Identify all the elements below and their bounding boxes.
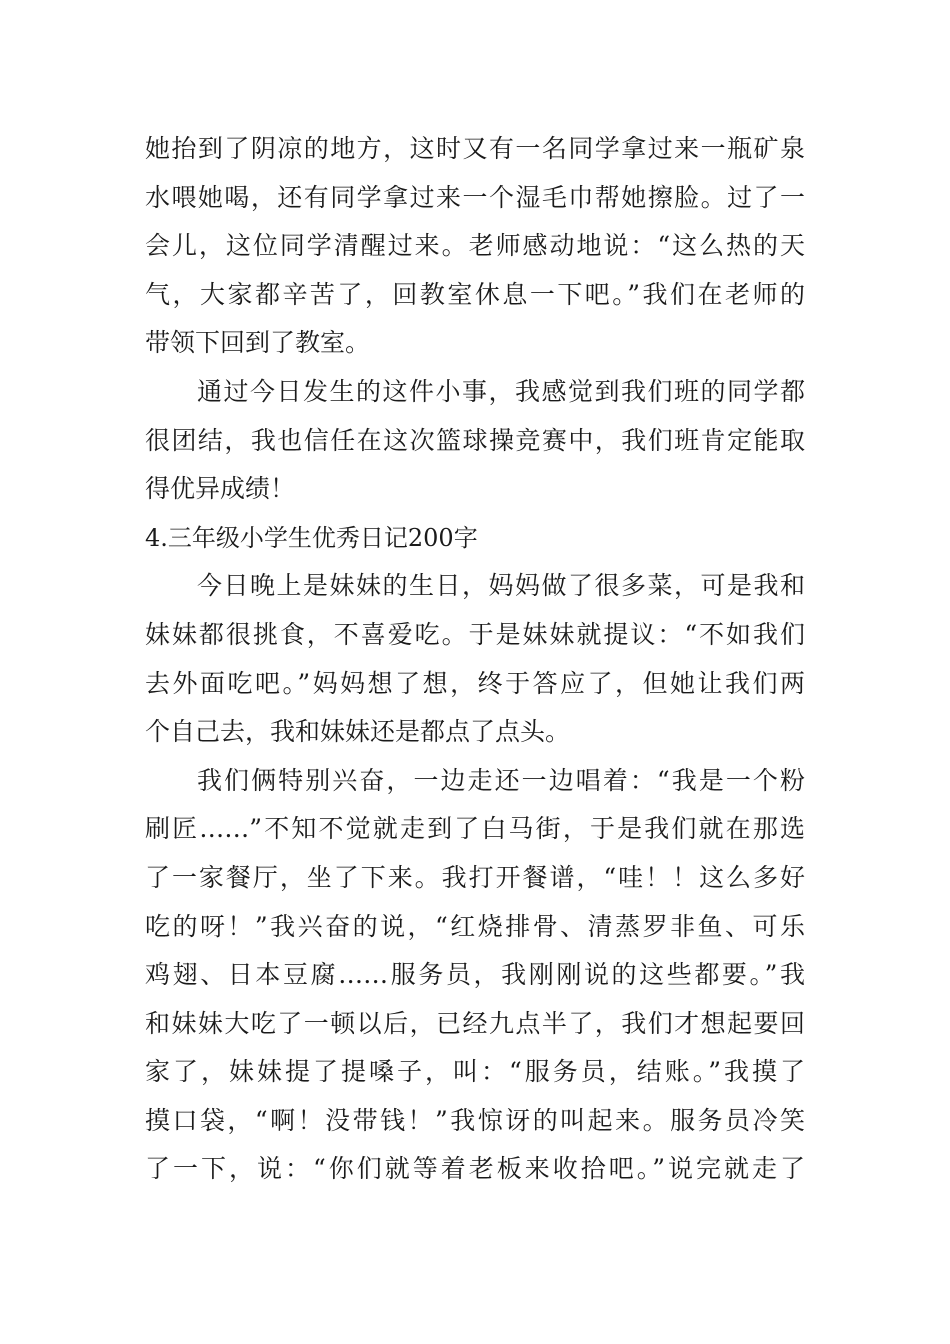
paragraph	[145, 757, 805, 1194]
text-line: 家了，妹妹提了提嗓子，叫：“服务员，结账。”我摸了	[145, 1057, 805, 1087]
text-line: 水喂她喝，还有同学拿过来一个湿毛巾帮她擦脸。过了一	[145, 182, 805, 212]
text-line: 很团结，我也信任在这次篮球操竞赛中，我们班肯定能取	[145, 425, 805, 455]
paragraph	[145, 562, 805, 756]
text-line: 鸡翅、日本豆腐……服务员，我刚刚说的这些都要。”我	[145, 960, 805, 990]
text-line: 摸口袋，“啊！没带钱！”我惊讶的叫起来。服务员冷笑	[145, 1105, 805, 1135]
text-line: 会儿，这位同学清醒过来。老师感动地说：“这么热的天	[145, 231, 805, 261]
text-line: 今日晚上是妹妹的生日，妈妈做了很多菜，可是我和	[197, 571, 805, 601]
text-line: 个自己去，我和妹妹还是都点了点头。	[145, 717, 571, 747]
text-line: 她抬到了阴凉的地方，这时又有一名同学拿过来一瓶矿泉	[145, 134, 805, 163]
text-line: 得优异成绩！	[145, 474, 296, 504]
heading-text: 4.三年级小学生优秀日记200字	[145, 523, 478, 552]
document-page	[145, 125, 805, 1194]
text-line: 了一家餐厅，坐了下来。我打开餐谱，“哇！！这么多好	[145, 862, 805, 892]
text-line: 我们俩特别兴奋，一边走还一边唱着：“我是一个粉	[197, 765, 805, 795]
text-line: 和妹妹大吃了一顿以后，已经九点半了，我们才想起要回	[145, 1008, 805, 1038]
text-line: 气，大家都辛苦了，回教室休息一下吧。”我们在老师的	[145, 279, 805, 309]
paragraph	[145, 125, 805, 368]
section-heading	[145, 514, 805, 563]
paragraph	[145, 368, 805, 514]
text-line: 吃的呀！”我兴奋的说，“红烧排骨、清蒸罗非鱼、可乐	[145, 911, 805, 941]
text-line: 去外面吃吧。”妈妈想了想，终于答应了，但她让我们两	[145, 668, 805, 698]
text-line: 妹妹都很挑食，不喜爱吃。于是妹妹就提议：“不如我们	[145, 619, 805, 649]
text-line: 刷匠……”不知不觉就走到了白马街，于是我们就在那选	[145, 814, 805, 844]
text-line: 带领下回到了教室。	[145, 328, 371, 358]
text-line: 了一下，说：“你们就等着老板来收拾吧。”说完就走了	[145, 1154, 805, 1184]
text-line: 通过今日发生的这件小事，我感觉到我们班的同学都	[197, 376, 805, 406]
